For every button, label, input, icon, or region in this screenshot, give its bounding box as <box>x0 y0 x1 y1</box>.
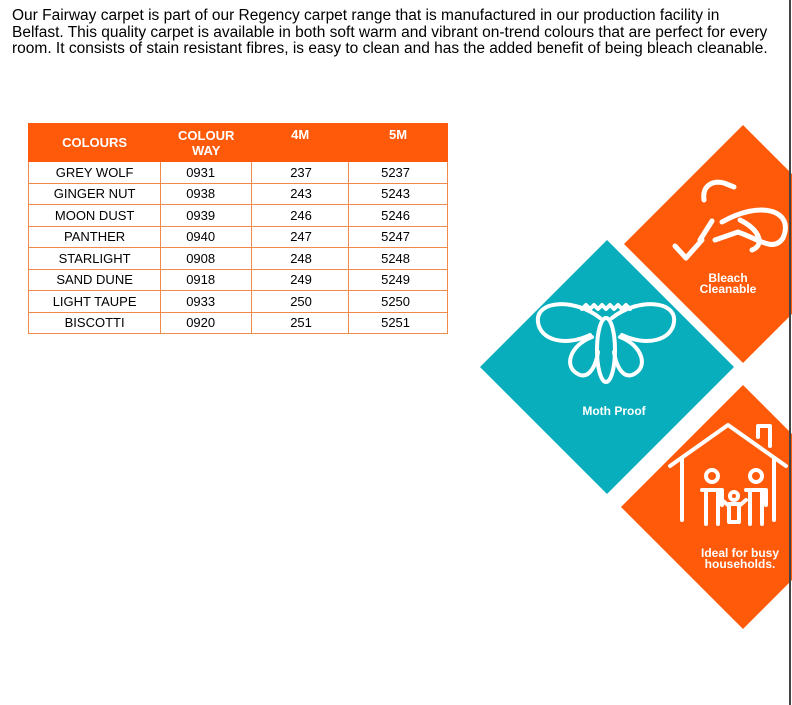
cell-colour: SAND DUNE <box>29 269 161 291</box>
cell-colour-way: 0918 <box>161 269 252 291</box>
product-description: Our Fairway carpet is part of our Regency carpet range that is manufactured in our production facility in Belfast. This quality carpet is available in both soft warm and vibrant on-trend colours that are perfect for every room. It consists of stain resistant fibres, is easy to clean and has the added benefit of being bleach cleanable. <box>12 7 768 57</box>
cell-5m: 5247 <box>349 226 448 248</box>
cell-5m: 5237 <box>349 162 448 184</box>
cell-colour-way: 0908 <box>161 248 252 270</box>
cell-colour: GREY WOLF <box>29 162 161 184</box>
cell-4m: 246 <box>252 205 349 227</box>
family-label-line2: households. <box>704 557 776 571</box>
bleach-label-line1: Bleach <box>708 271 748 285</box>
cell-colour-way: 0920 <box>161 312 252 334</box>
header-colours: COLOURS <box>29 124 161 162</box>
cell-4m: 237 <box>252 162 349 184</box>
moth-label: Moth Proof <box>582 404 646 418</box>
cell-5m: 5249 <box>349 269 448 291</box>
cell-5m: 5243 <box>349 183 448 205</box>
cell-4m: 251 <box>252 312 349 334</box>
header-colour-way-line2: WAY <box>191 142 221 158</box>
cell-5m: 5250 <box>349 291 448 313</box>
header-5m: 5M <box>349 124 448 162</box>
cell-colour-way: 0931 <box>161 162 252 184</box>
cell-colour-way: 0939 <box>161 205 252 227</box>
cell-colour: GINGER NUT <box>29 183 161 205</box>
cell-colour-way: 0938 <box>161 183 252 205</box>
cell-5m: 5248 <box>349 248 448 270</box>
cell-colour: BISCOTTI <box>29 312 161 334</box>
cell-colour: LIGHT TAUPE <box>29 291 161 313</box>
cell-colour-way: 0933 <box>161 291 252 313</box>
family-label <box>692 548 788 570</box>
cell-4m: 243 <box>252 183 349 205</box>
header-colour-way-line1: COLOUR <box>178 127 235 143</box>
family-label-line1: Ideal for busy <box>700 546 780 560</box>
page-edge-rule <box>789 0 791 705</box>
bleach-label-line2: Cleanable <box>699 282 757 296</box>
cell-4m: 250 <box>252 291 349 313</box>
cell-colour: PANTHER <box>29 226 161 248</box>
cell-4m: 249 <box>252 269 349 291</box>
bleach-label <box>688 273 768 295</box>
cell-4m: 247 <box>252 226 349 248</box>
cell-5m: 5251 <box>349 312 448 334</box>
cell-4m: 248 <box>252 248 349 270</box>
cell-colour: MOON DUST <box>29 205 161 227</box>
cell-5m: 5246 <box>349 205 448 227</box>
cell-colour: STARLIGHT <box>29 248 161 270</box>
cell-colour-way: 0940 <box>161 226 252 248</box>
header-4m: 4M <box>252 124 349 162</box>
